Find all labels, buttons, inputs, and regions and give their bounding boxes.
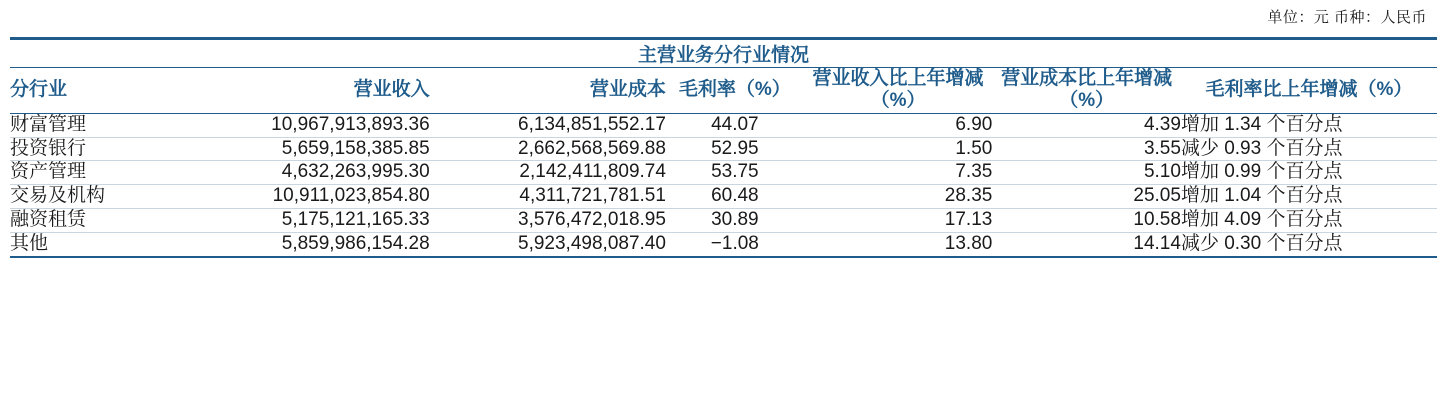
table-row	[10, 161, 1437, 185]
cell-cost: 2,662,568,569.88	[430, 137, 666, 161]
cell-gross-margin: 60.48	[666, 185, 804, 209]
cell-cost-yoy: 4.39	[992, 113, 1181, 137]
cell-cost-yoy: 14.14	[992, 232, 1181, 256]
cell-industry: 资产管理	[10, 161, 165, 185]
cell-cost: 2,142,411,809.74	[430, 161, 666, 185]
table-body	[10, 113, 1437, 256]
column-header-margin-yoy: 毛利率比上年增减（%）	[1181, 68, 1437, 114]
cell-revenue: 10,967,913,893.36	[165, 113, 429, 137]
cell-cost: 4,311,721,781.51	[430, 185, 666, 209]
cell-revenue-yoy: 6.90	[804, 113, 993, 137]
column-header-revenue-yoy: 营业收入比上年增减（%）	[804, 68, 993, 114]
cell-industry: 交易及机构	[10, 185, 165, 209]
table-title-row	[10, 39, 1437, 68]
cell-margin-yoy: 增加 4.09 个百分点	[1181, 209, 1437, 233]
cell-revenue: 10,911,023,854.80	[165, 185, 429, 209]
cell-cost-yoy: 3.55	[992, 137, 1181, 161]
table-row	[10, 209, 1437, 233]
cell-industry: 投资银行	[10, 137, 165, 161]
cell-cost: 3,576,472,018.95	[430, 209, 666, 233]
cell-revenue: 5,659,158,385.85	[165, 137, 429, 161]
cell-cost-yoy: 25.05	[992, 185, 1181, 209]
cell-revenue-yoy: 17.13	[804, 209, 993, 233]
column-header-revenue: 营业收入	[165, 68, 429, 114]
cell-industry: 融资租赁	[10, 209, 165, 233]
cell-gross-margin: −1.08	[666, 232, 804, 256]
cell-gross-margin: 53.75	[666, 161, 804, 185]
cell-industry: 其他	[10, 232, 165, 256]
table-row	[10, 137, 1437, 161]
column-header-gross-margin: 毛利率（%）	[666, 68, 804, 114]
cell-cost-yoy: 5.10	[992, 161, 1181, 185]
cell-margin-yoy: 增加 1.34 个百分点	[1181, 113, 1437, 137]
cell-revenue-yoy: 28.35	[804, 185, 993, 209]
table-row	[10, 185, 1437, 209]
cell-gross-margin: 44.07	[666, 113, 804, 137]
unit-note: 单位：元 币种：人民币	[1267, 9, 1427, 26]
cell-industry: 财富管理	[10, 113, 165, 137]
cell-cost: 6,134,851,552.17	[430, 113, 666, 137]
column-header-cost-yoy: 营业成本比上年增减（%）	[992, 68, 1181, 114]
main-business-by-industry-table	[10, 37, 1437, 258]
cell-revenue: 5,859,986,154.28	[165, 232, 429, 256]
cell-cost-yoy: 10.58	[992, 209, 1181, 233]
table-row	[10, 232, 1437, 256]
cell-margin-yoy: 减少 0.30 个百分点	[1181, 232, 1437, 256]
table-row	[10, 113, 1437, 137]
column-header-cost: 营业成本	[430, 68, 666, 114]
cell-gross-margin: 52.95	[666, 137, 804, 161]
cell-margin-yoy: 增加 1.04 个百分点	[1181, 185, 1437, 209]
cell-revenue-yoy: 7.35	[804, 161, 993, 185]
cell-revenue-yoy: 1.50	[804, 137, 993, 161]
column-header-industry: 分行业	[10, 68, 165, 114]
cell-gross-margin: 30.89	[666, 209, 804, 233]
table-title: 主营业务分行业情况	[10, 39, 1437, 68]
cell-revenue: 5,175,121,165.33	[165, 209, 429, 233]
cell-revenue: 4,632,263,995.30	[165, 161, 429, 185]
cell-cost: 5,923,498,087.40	[430, 232, 666, 256]
cell-margin-yoy: 减少 0.93 个百分点	[1181, 137, 1437, 161]
cell-margin-yoy: 增加 0.99 个百分点	[1181, 161, 1437, 185]
table-header-row	[10, 68, 1437, 114]
cell-revenue-yoy: 13.80	[804, 232, 993, 256]
